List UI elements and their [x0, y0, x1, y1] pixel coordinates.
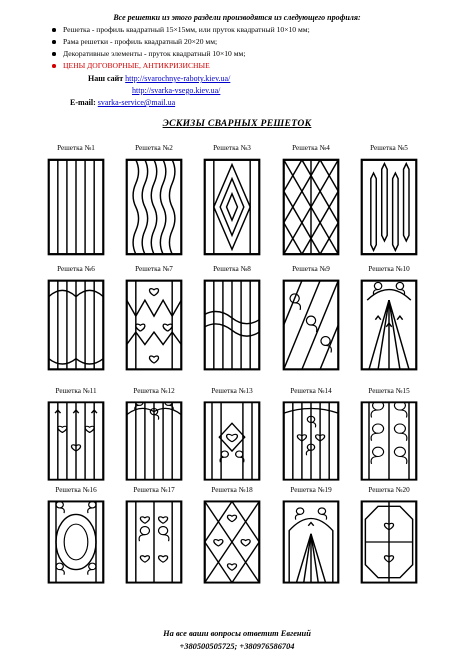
email-link[interactable]: svarka-service@mail.ua — [97, 98, 176, 107]
grille-label-6: Решетка №6 — [57, 265, 95, 273]
site-line — [88, 73, 230, 84]
grille-label-2: Решетка №2 — [135, 144, 173, 152]
site-label: Наш сайт — [88, 74, 124, 83]
grille-label-15: Решетка №15 — [368, 387, 410, 395]
grille-label-7: Решетка №7 — [135, 265, 173, 273]
grille-sketch-1 — [46, 157, 106, 257]
profile-item-grille: Решетка - профиль квадратный 15×15мм, или пруток квадратный 10×10 мм; — [52, 24, 462, 36]
grille-sketch-11 — [46, 400, 106, 482]
grille-label-9: Решетка №9 — [292, 265, 330, 273]
grille-label-16: Решетка №16 — [55, 486, 97, 494]
grille-sketch-19 — [281, 499, 341, 585]
grille-label-3: Решетка №3 — [213, 144, 251, 152]
email-label: E-mail: — [70, 98, 96, 107]
profile-item-decor: Декоративные элементы - пруток квадратный 10×10 мм; — [52, 48, 462, 60]
grille-label-14: Решетка №14 — [290, 387, 332, 395]
grille-label-13: Решетка №13 — [211, 387, 253, 395]
grille-label-19: Решетка №19 — [290, 486, 332, 494]
grille-sketch-18 — [202, 499, 262, 585]
grille-sketch-7 — [124, 278, 184, 372]
grille-label-8: Решетка №8 — [213, 265, 251, 273]
footer-phones: +380500505725; +380976586704 — [179, 642, 295, 651]
footer-contact-person: На все ваши вопросы ответит Евгений — [163, 629, 311, 638]
grille-sketch-9 — [281, 278, 341, 372]
grille-label-12: Решетка №12 — [133, 387, 175, 395]
grille-label-5: Решетка №5 — [370, 144, 408, 152]
grille-sketch-5 — [359, 157, 419, 257]
grille-sketch-20 — [359, 499, 419, 585]
grille-label-10: Решетка №10 — [368, 265, 410, 273]
grille-sketch-15 — [359, 400, 419, 482]
grille-sketch-10 — [359, 278, 419, 372]
grille-sketch-13 — [202, 400, 262, 482]
profile-item-frame: Рама решетки - профиль квадратный 20×20 мм; — [52, 36, 462, 48]
prices-note: ЦЕНЫ ДОГОВОРНЫЕ, АНТИКРИЗИСНЫЕ — [52, 60, 462, 72]
grille-sketch-3 — [202, 157, 262, 257]
grille-label-1: Решетка №1 — [57, 144, 95, 152]
grille-label-18: Решетка №18 — [211, 486, 253, 494]
site-link-1[interactable]: http://svarochnye-raboty.kiev.ua/ — [125, 74, 231, 83]
grille-sketch-16 — [46, 499, 106, 585]
grille-sketch-14 — [281, 400, 341, 482]
grille-sketch-6 — [46, 278, 106, 372]
section-title: ЭСКИЗЫ СВАРНЫХ РЕШЕТОК — [162, 118, 312, 129]
grille-label-20: Решетка №20 — [368, 486, 410, 494]
grille-label-11: Решетка №11 — [55, 387, 97, 395]
email-line — [70, 97, 175, 108]
site-link-2[interactable]: http://svarka-vsego.kiev.ua/ — [132, 86, 221, 95]
grille-sketch-4 — [281, 157, 341, 257]
grille-label-17: Решетка №17 — [133, 486, 175, 494]
grille-sketch-2 — [124, 157, 184, 257]
grille-sketch-8 — [202, 278, 262, 372]
profile-list — [52, 24, 462, 72]
grille-sketch-17 — [124, 499, 184, 585]
grille-sketch-12 — [124, 400, 184, 482]
profile-intro: Все решетки из этого раздели производятся из следующего профиля: — [113, 13, 361, 22]
grille-label-4: Решетка №4 — [292, 144, 330, 152]
site-line-2 — [132, 85, 220, 96]
